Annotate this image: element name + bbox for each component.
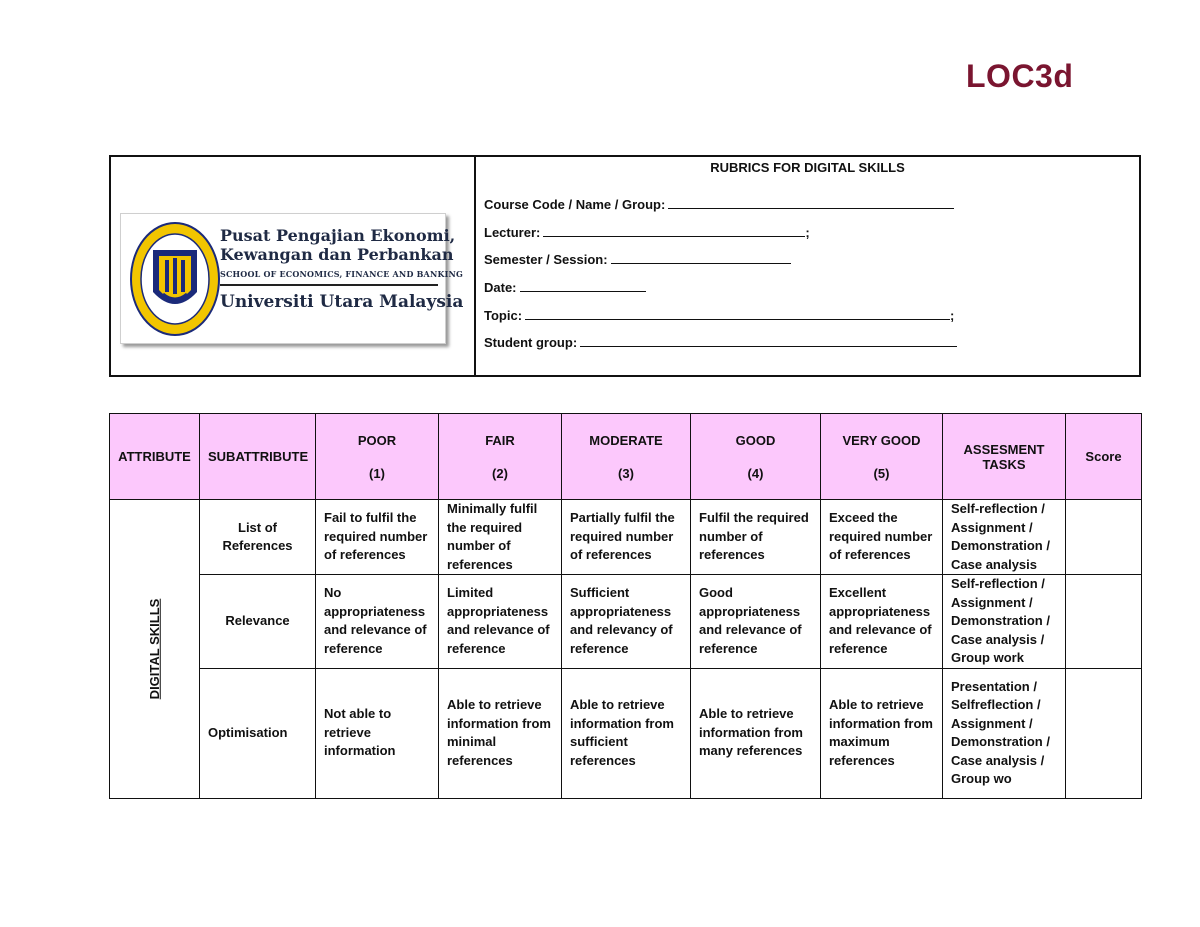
table-row xyxy=(110,500,1142,575)
university-crest-icon xyxy=(129,220,221,338)
rubric-cell: Fulfil the required number of references xyxy=(691,500,821,575)
subattribute-cell: Relevance xyxy=(200,575,316,669)
lecturer-blank[interactable] xyxy=(543,224,805,237)
topic-field xyxy=(484,307,954,323)
rubric-cell: Able to retrieve information from minimal references xyxy=(439,668,562,798)
date-field xyxy=(484,279,646,295)
rubric-table xyxy=(109,413,1142,799)
subattribute-cell: Optimisation xyxy=(200,668,316,798)
tasks-cell: Self-reflection / Assignment / Demonstration / Case analysis xyxy=(943,500,1066,575)
level-header-very-good xyxy=(821,414,943,500)
attribute-label: DIGITAL SKILLS xyxy=(146,598,162,700)
level-score: (3) xyxy=(618,465,634,481)
rubric-cell: Good appropriateness and relevance of reference xyxy=(691,575,821,669)
topic-semicolon: ; xyxy=(950,308,955,323)
score-cell[interactable] xyxy=(1066,575,1142,669)
subattribute-cell: List of References xyxy=(200,500,316,575)
subattribute-header: SUBATTRIBUTE xyxy=(200,414,316,500)
topic-blank[interactable] xyxy=(525,307,950,320)
course-field xyxy=(484,196,954,212)
document-code: LOC3d xyxy=(966,58,1074,94)
lecturer-field xyxy=(484,224,810,240)
level-name: POOR xyxy=(357,432,397,448)
logo-divider xyxy=(220,284,438,286)
logo-cell xyxy=(111,157,476,375)
logo-school-name-malay-2: Kewangan dan Perbankan xyxy=(220,245,454,264)
semester-label: Semester / Session: xyxy=(484,252,608,267)
table-row xyxy=(110,668,1142,798)
university-logo xyxy=(120,213,464,344)
tasks-cell: Self-reflection / Assignment / Demonstration / Case analysis / Group work xyxy=(943,575,1066,669)
table-row xyxy=(110,575,1142,669)
lecturer-label: Lecturer: xyxy=(484,225,541,240)
level-name: VERY GOOD xyxy=(842,432,921,448)
rubric-cell: Able to retrieve information from many references xyxy=(691,668,821,798)
score-cell[interactable] xyxy=(1066,668,1142,798)
student-group-field xyxy=(484,334,957,350)
rubric-cell: Partially fulfil the required number of references xyxy=(562,500,691,575)
rubric-cell: Fail to fulfil the required number of references xyxy=(316,500,439,575)
date-blank[interactable] xyxy=(520,279,646,292)
level-score: (5) xyxy=(873,465,890,481)
level-header-moderate xyxy=(562,414,691,500)
level-header-good xyxy=(691,414,821,500)
score-cell[interactable] xyxy=(1066,500,1142,575)
rubric-cell: Able to retrieve information from sufficient references xyxy=(562,668,691,798)
rubric-cell: Not able to retrieve information xyxy=(316,668,439,798)
student-group-blank[interactable] xyxy=(580,334,957,347)
rubric-cell: Excellent appropriateness and relevance of reference xyxy=(821,575,943,669)
student-group-label: Student group: xyxy=(484,335,578,350)
attribute-cell xyxy=(110,500,200,799)
logo-school-name-english: SCHOOL OF ECONOMICS, FINANCE AND BANKING xyxy=(220,269,464,279)
rubric-cell: No appropriateness and relevance of reference xyxy=(316,575,439,669)
topic-label: Topic: xyxy=(484,308,523,323)
info-cell xyxy=(476,157,1139,375)
logo-university-name: Universiti Utara Malaysia xyxy=(220,292,464,312)
logo-school-name-malay-1: Pusat Pengajian Ekonomi, xyxy=(220,226,456,245)
level-score: (1) xyxy=(369,465,385,481)
level-name: MODERATE xyxy=(589,432,663,448)
attribute-header: ATTRIBUTE xyxy=(110,414,200,500)
semester-blank[interactable] xyxy=(611,251,791,264)
level-header-poor xyxy=(316,414,439,500)
rubric-cell: Limited appropriateness and relevance of reference xyxy=(439,575,562,669)
tasks-cell: Presentation / Selfreflection / Assignment / Demonstration / Case analysis / Group wo xyxy=(943,668,1066,798)
level-score: (4) xyxy=(747,465,764,481)
rubric-cell: Able to retrieve information from maximum references xyxy=(821,668,943,798)
level-name: GOOD xyxy=(735,432,776,448)
level-header-fair xyxy=(439,414,562,500)
rubric-cell: Sufficient appropriateness and relevancy of reference xyxy=(562,575,691,669)
header-row xyxy=(110,414,1142,500)
rubric-title: RUBRICS FOR DIGITAL SKILLS xyxy=(710,160,905,175)
lecturer-semicolon: ; xyxy=(805,225,810,240)
rubric-cell: Minimally fulfil the required number of references xyxy=(439,500,562,575)
rubric-cell: Exceed the required number of references xyxy=(821,500,943,575)
tasks-header: ASSESMENT TASKS xyxy=(943,414,1066,500)
header-box xyxy=(109,155,1141,377)
semester-field xyxy=(484,251,791,267)
date-label: Date: xyxy=(484,280,517,295)
course-blank[interactable] xyxy=(668,196,954,209)
course-label: Course Code / Name / Group: xyxy=(484,197,666,212)
level-name: FAIR xyxy=(485,432,515,448)
level-score: (2) xyxy=(492,465,508,481)
score-header: Score xyxy=(1066,414,1142,500)
